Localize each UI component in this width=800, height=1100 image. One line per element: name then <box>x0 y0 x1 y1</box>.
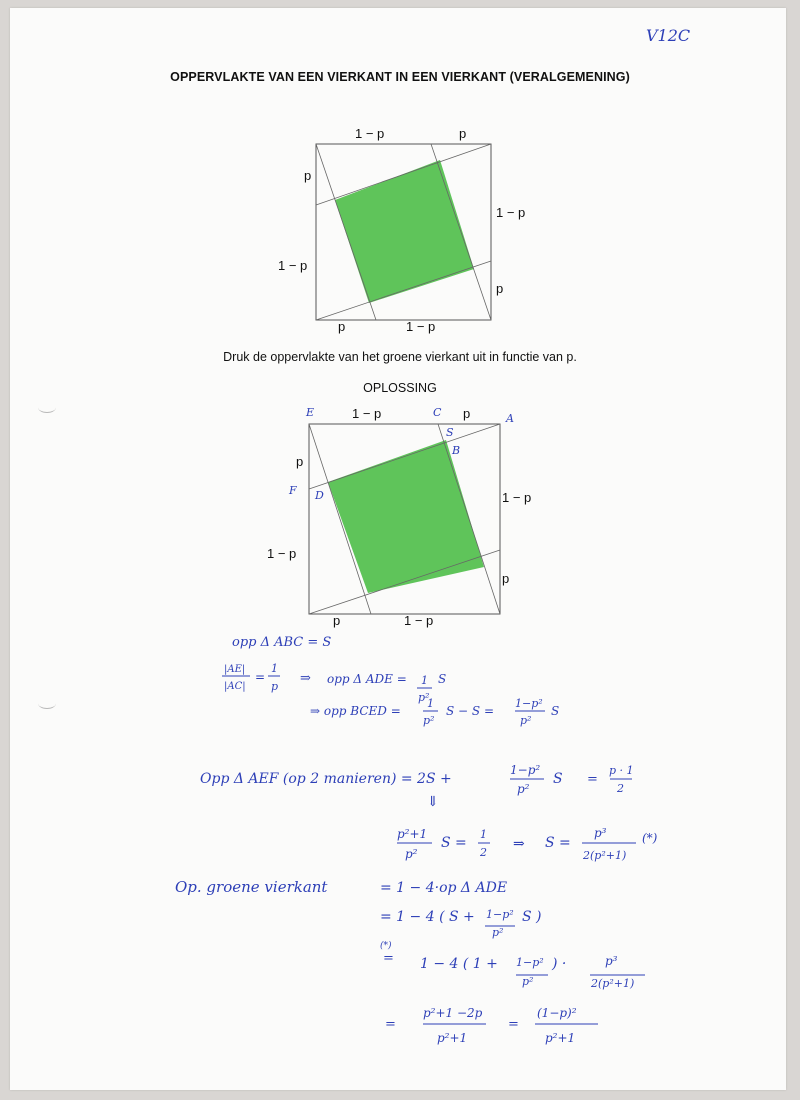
ratio-numerator: |AE| <box>224 664 246 675</box>
page-code: V12C <box>646 26 691 45</box>
bottom-label-1-minus-p: 1 − p <box>404 613 434 628</box>
fraction-1-minus-p2: 1−p² <box>515 697 543 710</box>
fraction-1-minus-p2: 1−p² <box>486 908 514 921</box>
top-label-p: p <box>459 126 467 141</box>
fraction-p2: p² <box>520 714 532 727</box>
fraction-one: 1 <box>421 674 428 687</box>
bottom-label-1-minus-p: 1 − p <box>406 319 436 334</box>
fraction-p-dot-1: p · 1 <box>609 764 634 777</box>
fraction-1-minus-p2: 1−p² <box>510 763 541 777</box>
half-numerator: 1 <box>480 828 487 841</box>
star-marker: (*) <box>642 831 658 845</box>
vertex-S: S <box>446 426 454 439</box>
fraction-p3: p³ <box>594 826 607 840</box>
fraction-2-p2-plus-1: 2(p²+1) <box>583 849 627 862</box>
fraction-p2: p² <box>405 847 418 861</box>
top-label-1-minus-p: 1 − p <box>355 126 385 141</box>
solution-heading: OPLOSSING <box>363 381 437 395</box>
minus-S: S − S = <box>446 704 494 718</box>
bottom-label-p: p <box>333 613 341 628</box>
fraction-p2: p² <box>418 691 430 704</box>
fraction-2-p2-plus-1: 2(p²+1) <box>591 977 635 990</box>
equals-sign: = <box>587 772 598 787</box>
right-label-1-minus-p: 1 − p <box>502 490 532 505</box>
fraction-p2-plus-1: p²+1 <box>437 1031 468 1045</box>
bottom-label-p: p <box>338 319 346 334</box>
equals-sign: = <box>385 1017 396 1032</box>
vertex-D: D <box>315 489 324 502</box>
page-title: OPPERVLAKTE VAN EEN VIERKANT IN EEN VIERKANT (VERALGEMENING) <box>170 70 630 84</box>
left-label-1-minus-p: 1 − p <box>278 258 308 273</box>
half-denominator: 2 <box>480 846 487 859</box>
right-label-p: p <box>502 571 510 586</box>
symbol-S: S <box>553 771 563 787</box>
star-marker: (*) <box>380 941 392 951</box>
result-line-2: = 1 − 4 ( S + <box>380 909 475 925</box>
fraction-1-minus-p2: 1−p² <box>516 956 544 969</box>
result-line-2-tail: S ) <box>522 909 542 925</box>
S-equals: S = <box>441 835 467 851</box>
fraction-p2-plus-1: p²+1 <box>397 827 428 841</box>
fraction-p2: p² <box>492 926 504 939</box>
fraction-p2: p² <box>423 714 435 727</box>
result-line-3-mid: ) · <box>552 956 567 972</box>
S-equals: S = <box>545 835 571 851</box>
implies-arrow: ⇒ <box>300 671 311 686</box>
fraction-p2-plus-1-minus-2p: p²+1 −2p <box>423 1006 483 1020</box>
work-line-4: Opp Δ AEF (op 2 manieren) = 2S + <box>200 771 452 787</box>
right-label-1-minus-p: 1 − p <box>496 205 526 220</box>
fraction-1-minus-p-squared: (1−p)² <box>537 1006 577 1020</box>
green-square-label: Op. groene vierkant <box>175 878 328 896</box>
vertex-B: B <box>452 444 461 457</box>
ratio-p: p <box>271 680 279 693</box>
left-label-p: p <box>296 454 304 469</box>
fraction-one: 1 <box>427 697 434 710</box>
fraction-p3: p³ <box>605 954 618 968</box>
ratio-denominator: |AC| <box>224 681 246 692</box>
fraction-p2-plus-1: p²+1 <box>545 1031 576 1045</box>
fraction-p2: p² <box>517 782 530 796</box>
vertex-C: C <box>433 406 442 419</box>
down-arrow: ⇓ <box>427 794 439 810</box>
result-line-1: = 1 − 4·op Δ ADE <box>380 880 508 896</box>
fraction-two: 2 <box>617 782 624 795</box>
symbol-S: S <box>551 704 560 718</box>
vertex-A: A <box>506 412 514 425</box>
equals-sign: = <box>255 670 266 684</box>
equals-sign: = <box>508 1017 519 1032</box>
top-label-1-minus-p: 1 − p <box>352 406 382 421</box>
work-line-3: ⇒ opp BCED = <box>310 704 401 718</box>
result-line-3: 1 − 4 ( 1 + <box>420 956 498 972</box>
vertex-E: E <box>306 406 315 419</box>
fraction-p2: p² <box>522 975 534 988</box>
vertex-F: F <box>289 484 297 497</box>
ratio-one: 1 <box>271 662 278 675</box>
symbol-S: S <box>438 672 447 686</box>
work-line-1: opp Δ ABC = S <box>232 635 332 650</box>
right-label-p: p <box>496 281 504 296</box>
left-label-p: p <box>304 168 312 183</box>
equals-sign: = <box>383 951 394 966</box>
question-text: Druk de oppervlakte van het groene vierkant uit in functie van p. <box>223 350 577 364</box>
work-line-2: opp Δ ADE = <box>327 672 407 686</box>
top-label-p: p <box>463 406 471 421</box>
implies-arrow: ⇒ <box>513 836 525 852</box>
left-label-1-minus-p: 1 − p <box>267 546 297 561</box>
